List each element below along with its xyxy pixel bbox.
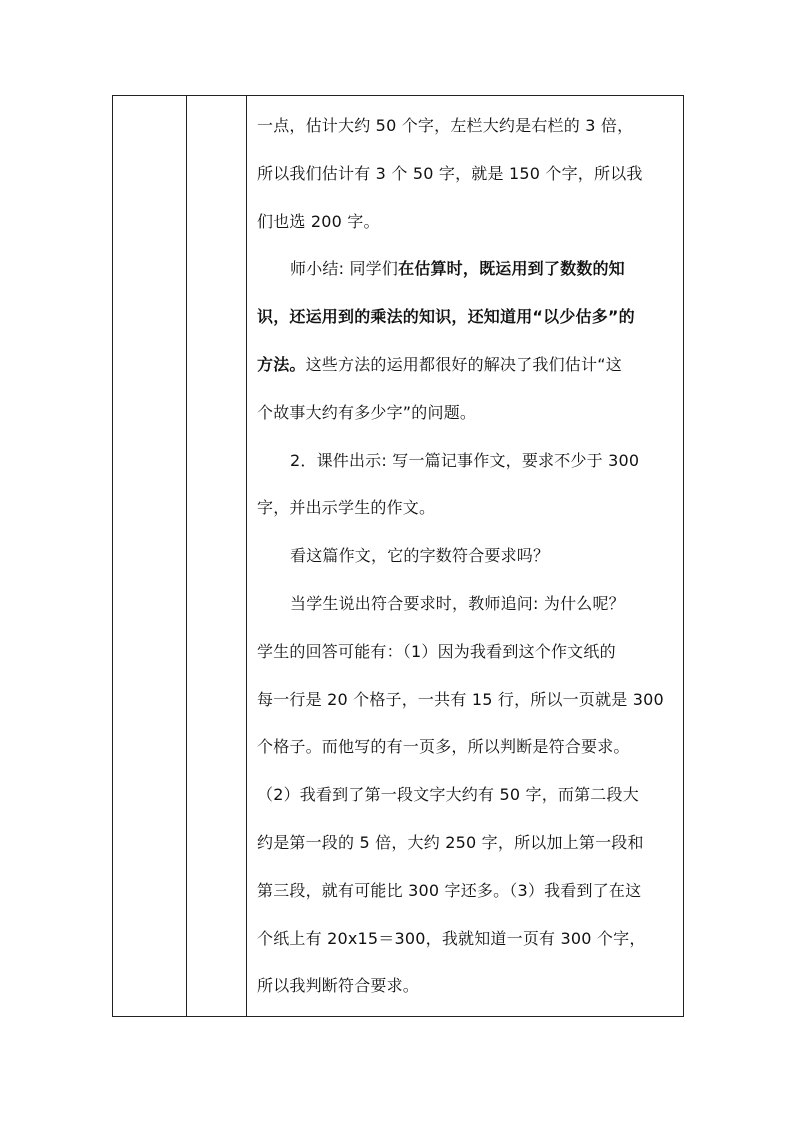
text-line: 当学生说出符合要求时，教师追问: 为什么呢？ [290, 593, 625, 613]
lesson-content [257, 102, 673, 1010]
text-line [257, 341, 673, 389]
text-line: 第三段，就有可能比 300 字还多。（3）我看到了在这 [257, 880, 642, 900]
teacher-summary-bold: 在估算时，既运用到了数数的知 [398, 259, 625, 279]
text-line: 看这篇作文，它的字数符合要求吗？ [290, 546, 550, 566]
text-line: 2．课件出示: 写一篇记事作文，要求不少于 300 [290, 450, 640, 470]
text-line: 所以我们估计有 3 个 50 字，就是 150 个字，所以我 [257, 163, 643, 183]
method-text: 这些方法的运用都很好的解决了我们估计“这 [305, 354, 622, 374]
text-line: 学生的回答可能有：（1）因为我看到这个作文纸的 [257, 641, 616, 661]
teacher-summary-label: 师小结: 同学们 [290, 259, 399, 279]
text-line: 们也选 200 字。 [257, 211, 380, 231]
text-line [257, 245, 673, 293]
text-line-bold: 识，还运用到的乘法的知识，还知道用“以少估多”的 [257, 307, 635, 327]
text-line: 一点，估计大约 50 个字，左栏大约是右栏的 3 倍， [257, 116, 634, 135]
text-line: （2）我看到了第一段文字大约有 50 字，而第二段大 [257, 785, 639, 805]
lesson-table [112, 95, 684, 1017]
text-line: 个故事大约有多少字”的问题。 [257, 402, 477, 422]
table-column-1 [113, 96, 187, 1016]
method-label: 方法。 [257, 354, 306, 374]
table-column-2 [187, 96, 247, 1016]
text-line: 所以我判断符合要求。 [257, 976, 420, 996]
text-line: 每一行是 20 个格子，一共有 15 行，所以一页就是 300 [257, 689, 664, 709]
text-line: 个格子。而他写的有一页多，所以判断是符合要求。 [257, 737, 630, 757]
text-line: 约是第一段的 5 倍，大约 250 字，所以加上第一段和 [257, 832, 644, 852]
table-column-3 [247, 96, 685, 1016]
text-line: 字，并出示学生的作文。 [257, 498, 436, 518]
text-line: 个纸上有 20x15＝300，我就知道一页有 300 个字， [257, 928, 646, 948]
